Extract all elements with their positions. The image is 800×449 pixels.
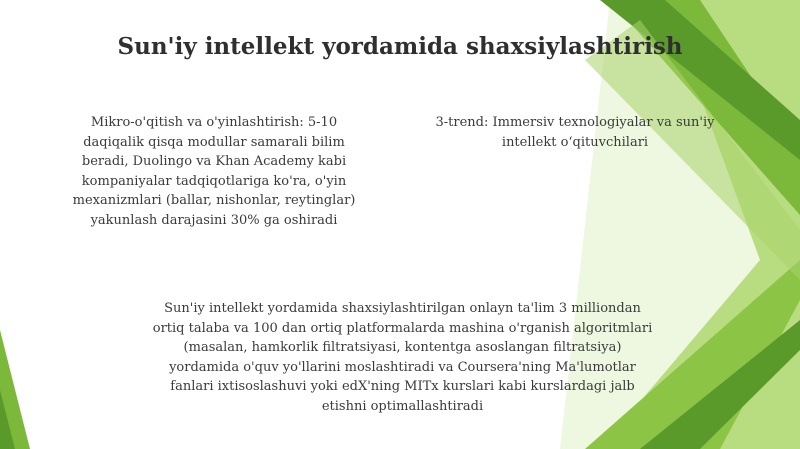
bottom-text-block: Sun'iy intellekt yordamida shaxsiylashtirilgan onlayn ta'lim 3 milliondan ortiq talaba va 100 dan ortiq platformalarda mashina o'rganish algoritmlari (masalan, hamkorlik filtratsiyasi, kontentga asoslangan filtratsiya) yordamida o'quv yo'llarini moslashtiradi va Coursera'ning Ma'lumotlar fanlari ixtisoslashuvi yoki edX'ning MITx kurslari kabi kurslardagi jalb etishni optimallashtiradi [152, 301, 653, 414]
slide-title: Sun'iy intellekt yordamida shaxsiylashtirish [117, 33, 683, 60]
left-text-block: Mikro-o'qitish va o'yinlashtirish: 5-10 daqiqalik qisqa modullar samarali bilim beradi, Duolingo va Khan Academy kabi kompaniyalar tadqiqotlariga ko'ra, o'yin mexanizmlari (ballar, nishonlar, reytinglar) yakunlash darajasini 30% ga oshiradi [72, 115, 356, 228]
right-text-block: 3-trend: Immersiv texnologiyalar va sun'iy intellekt oʻqituvchilari [435, 115, 715, 150]
